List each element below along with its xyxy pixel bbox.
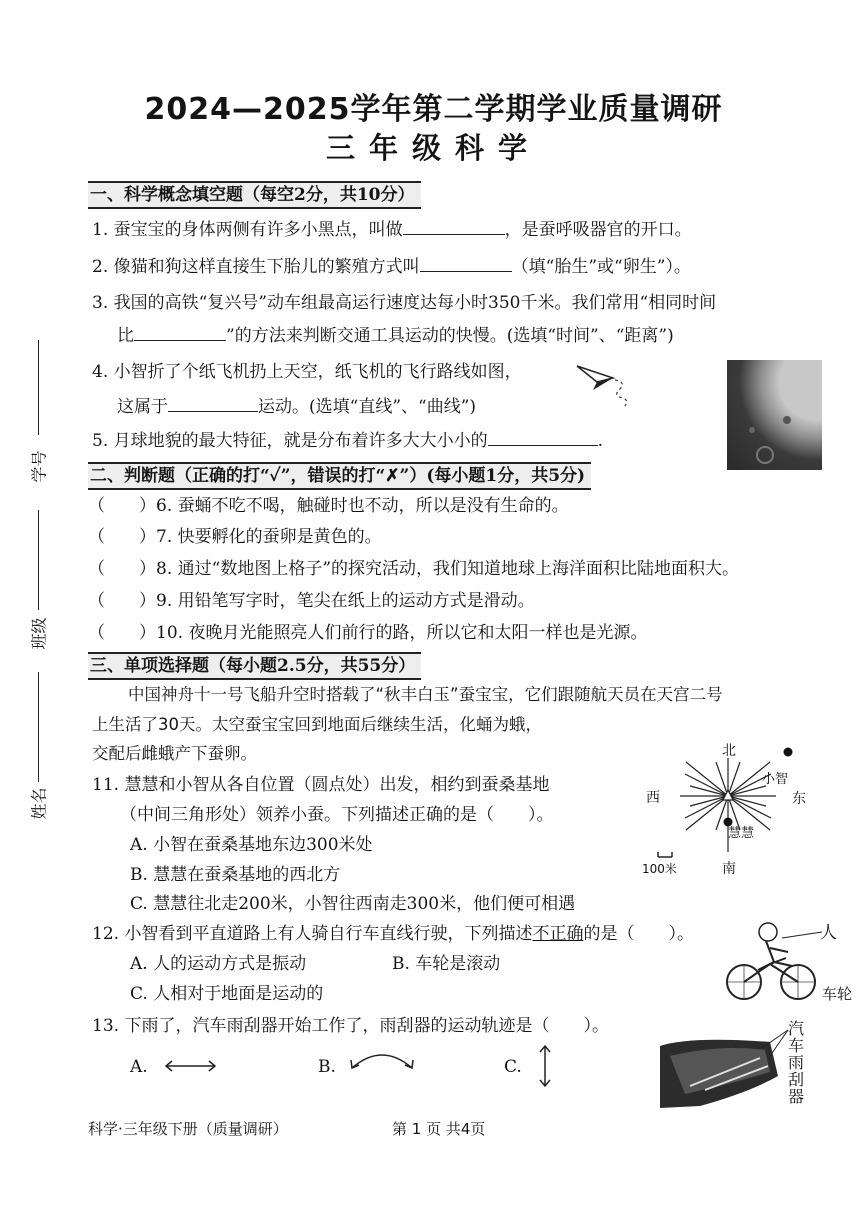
question-12: 12. 小智看到平直道路上有人骑自行车直线行驶，下列描述不正确的是（ ）。 [92, 924, 694, 944]
label-xiaozhi: 小智 [762, 772, 789, 787]
option-11-c[interactable]: C. 慧慧往北走200米，小智往西南走300米，他们便可相遇 [130, 894, 576, 914]
label-car-wiper: 汽 车 雨 刮 器 [788, 1019, 805, 1106]
cyclist-illustration [722, 918, 832, 1008]
double-arrow-arc-icon [347, 1046, 417, 1076]
exam-subtitle: 三年级科学 [325, 131, 541, 165]
name-line [38, 672, 39, 782]
answer-blank-2[interactable] [420, 255, 512, 272]
question-3-line1: 3. 我国的高铁“复兴号”动车组最高运行速度达每小时350千米。我们常用“相同时间 [92, 293, 717, 313]
label-huihui: 慧慧 [728, 826, 755, 841]
double-arrow-horizontal-icon [163, 1056, 218, 1076]
question-4-line2: 这属于 运动。(选填“直线”、“曲线”) [117, 397, 477, 417]
intro-line-1: 中国神舟十一号飞船升空时搭载了“秋丰白玉”蚕宝宝，它们跟随航天员在天宫二号 [128, 685, 723, 704]
class-line [38, 510, 39, 610]
section2-heading: 二、判断题（正确的打“✓”，错误的打“✗”）(每小题1分，共5分) [88, 462, 591, 490]
compass-east: 东 [792, 791, 806, 807]
paper-plane-icon [575, 358, 635, 410]
answer-blank-1[interactable] [403, 218, 505, 235]
question-5: 5. 月球地貌的最大特征，就是分布着许多大大小小的 . [92, 431, 604, 451]
judge-item-7: （ ）7. 快要孵化的蚕卵是黄色的。 [88, 527, 382, 547]
compass-west: 西 [646, 790, 660, 806]
section3-heading: 三、单项选择题（每小题2.5分，共55分） [88, 652, 421, 680]
answer-blank-4[interactable] [168, 395, 258, 412]
option-12-c[interactable]: C. 人相对于地面是运动的 [130, 984, 324, 1004]
judge-answer-box[interactable]: （ ） [88, 623, 156, 643]
footer-course: 科学·三年级下册（质量调研） [88, 1120, 288, 1138]
name-label: 姓名 [29, 787, 49, 820]
class-label: 班级 [29, 617, 49, 650]
option-11-a[interactable]: A. 小智在蚕桑基地东边300米处 [130, 835, 373, 855]
question-4-line1: 4. 小智折了个纸飞机扔上天空，纸飞机的飞行路线如图， [92, 362, 522, 382]
judge-item-10: （ ）10. 夜晚月光能照亮人们前行的路，所以它和太阳一样也是光源。 [88, 623, 648, 643]
compass-north: 北 [722, 743, 736, 759]
double-arrow-vertical-icon [536, 1043, 554, 1089]
judge-item-6: （ ）6. 蚕蛹不吃不喝，触碰时也不动，所以是没有生命的。 [88, 496, 569, 516]
question-2: 2. 像猫和狗这样直接生下胎儿的繁殖方式叫 （填“胎生”或“卵生”）。 [92, 257, 691, 277]
judge-item-8: （ ）8. 通过“数地图上格子”的探究活动，我们知道地球上海洋面积比陆地面积大。 [88, 559, 740, 579]
option-13-c[interactable]: C. [504, 1057, 522, 1077]
question-13: 13. 下雨了，汽车雨刮器开始工作了，雨刮器的运动轨迹是（ ）。 [92, 1016, 609, 1036]
question-3-line2: 比 ”的方法来判断交通工具运动的快慢。(选填“时间”、“距离”) [117, 326, 674, 346]
judge-answer-box[interactable]: （ ） [88, 496, 156, 516]
exam-title: 2024—2025学年第二学期学业质量调研 [144, 92, 723, 127]
judge-answer-box[interactable]: （ ） [88, 591, 156, 611]
compass-south: 南 [722, 861, 736, 877]
option-11-b[interactable]: B. 慧慧在蚕桑基地的西北方 [130, 865, 341, 885]
option-12-a[interactable]: A. 人的运动方式是振动 [130, 954, 307, 974]
answer-blank-3[interactable] [134, 324, 226, 341]
judge-answer-box[interactable]: （ ） [88, 559, 156, 579]
question-1: 1. 蚕宝宝的身体两侧有许多小黑点，叫做 ，是蚕呼吸器官的开口。 [92, 220, 692, 240]
moon-surface-photo [727, 360, 822, 470]
question-11-line2: （中间三角形处）领养小蚕。下列描述正确的是（ ）。 [120, 805, 554, 825]
option-13-a[interactable]: A. [130, 1057, 148, 1077]
judge-answer-box[interactable]: （ ） [88, 527, 156, 547]
student-id-label: 学号 [29, 450, 49, 483]
footer-page-number: 第 1 页 共4页 [392, 1120, 486, 1138]
intro-line-3: 交配后雌蛾产下蚕卵。 [92, 744, 257, 763]
section1-heading: 一、科学概念填空题（每空2分，共10分） [88, 181, 421, 209]
label-person: 人 [820, 923, 837, 943]
wiper-pointer-lines [760, 1028, 790, 1058]
student-id-line [38, 340, 39, 435]
option-12-b[interactable]: B. 车轮是滚动 [392, 954, 501, 974]
xiaozhi-dot [784, 748, 793, 757]
intro-line-2: 上生活了30天。太空蚕宝宝回到地面后继续生活，化蛹为蛾， [92, 715, 542, 734]
question-11-line1: 11. 慧慧和小智从各自位置（圆点处）出发，相约到蚕桑基地 [92, 775, 550, 795]
option-13-b[interactable]: B. [318, 1057, 336, 1077]
label-wheel: 车轮 [822, 985, 853, 1003]
scale-label: 100米 [642, 862, 677, 876]
judge-item-9: （ ）9. 用铅笔写字时，笔尖在纸上的运动方式是滑动。 [88, 591, 535, 611]
answer-blank-5[interactable] [488, 429, 598, 446]
